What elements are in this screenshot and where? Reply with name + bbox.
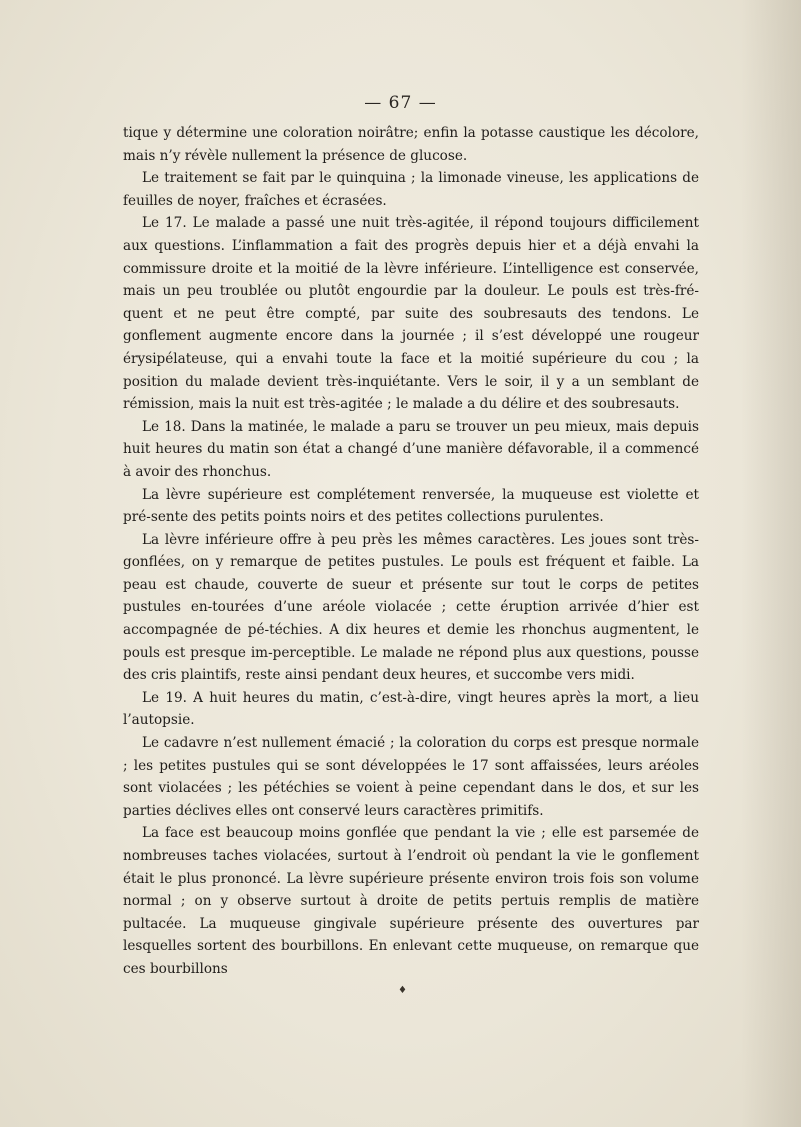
stray-ink-mark: ♦	[398, 985, 407, 996]
body-text	[123, 122, 699, 981]
paragraph-1: tique y détermine une coloration noirâtre; enfin la potasse caustique les décolore, mais n’y révèle nullement la présence de glucose.	[123, 125, 699, 164]
paragraph-3: Le 17. Le malade a passé une nuit très-agitée, il répond toujours difficilement aux questions. L’inflammation a fait des progrès depuis hier et a déjà envahi la commissure droite et la moitié de la lèvre inférieure. L’intelligence est conservée, mais un peu troublée ou plutôt engourdie par la douleur. Le pouls est très-fré-quent et ne peut être compté, par suite des soubresauts des tendons. Le gonflement augmente encore dans la journée ; il s’est développé une rougeur érysipélateuse, qui a envahi toute la face et la moitié supérieure du cou ; la position du malade devient très-inquiétante. Vers le soir, il y a un semblant de rémission, mais la nuit est très-agitée ; le malade a du délire et des soubresauts.	[123, 215, 699, 413]
page-edge-shadow	[741, 0, 801, 1127]
paragraph-6: La lèvre inférieure offre à peu près les mêmes caractères. Les joues sont très-gonflées, on y remarque de petites pustules. Le pouls est fréquent et faible. La peau est chaude, couverte de sueur et présente sur tout le corps de petites pustules en-tourées d’une aréole violacée ; cette éruption arrivée d’hier est accompagnée de pé-téchies. A dix heures et demie les rhonchus augmentent, le pouls est presque im-perceptible. Le malade ne répond plus aux questions, pousse des cris plaintifs, reste ainsi pendant deux heures, et succombe vers midi.	[123, 531, 699, 684]
paragraph-4: Le 18. Dans la matinée, le malade a paru se trouver un peu mieux, mais depuis huit heures du matin son état a changé d’une manière défavorable, il a commencé à avoir des rhonchus.	[123, 418, 699, 480]
paragraph-5: La lèvre supérieure est complétement renversée, la muqueuse est violette et pré-sente des petits points noirs et des petites collections purulentes.	[123, 486, 699, 526]
paragraph-7: Le 19. A huit heures du matin, c’est-à-dire, vingt heures après la mort, a lieu l’autopsie.	[123, 689, 699, 729]
paragraph-2: Le traitement se fait par le quinquina ; la limonade vineuse, les applications de feuilles de noyer, fraîches et écrasées.	[123, 170, 699, 209]
paragraph-9: La face est beaucoup moins gonflée que pendant la vie ; elle est parsemée de nombreuses taches violacées, surtout à l’endroit où pendant la vie le gonflement était le plus prononcé. La lèvre supérieure présente environ trois fois son volume normal ; on y observe surtout à droite de petits pertuis remplis de matière pultacée. La muqueuse gingivale supérieure présente des ouvertures par lesquelles sortent des bourbillons. En enlevant cette muqueuse, on remarque que ces bourbillons	[123, 825, 699, 977]
page-number: — 67 —	[364, 93, 437, 113]
paragraph-8: Le cadavre n’est nullement émacié ; la coloration du corps est presque normale ; les petites pustules qui se sont développées le 17 sont affaissées, leurs aréoles sont violacées ; les pétéchies se voient à peine cependant dans le dos, et sur les parties déclives elles ont conservé leurs caractères primitifs.	[123, 735, 699, 819]
